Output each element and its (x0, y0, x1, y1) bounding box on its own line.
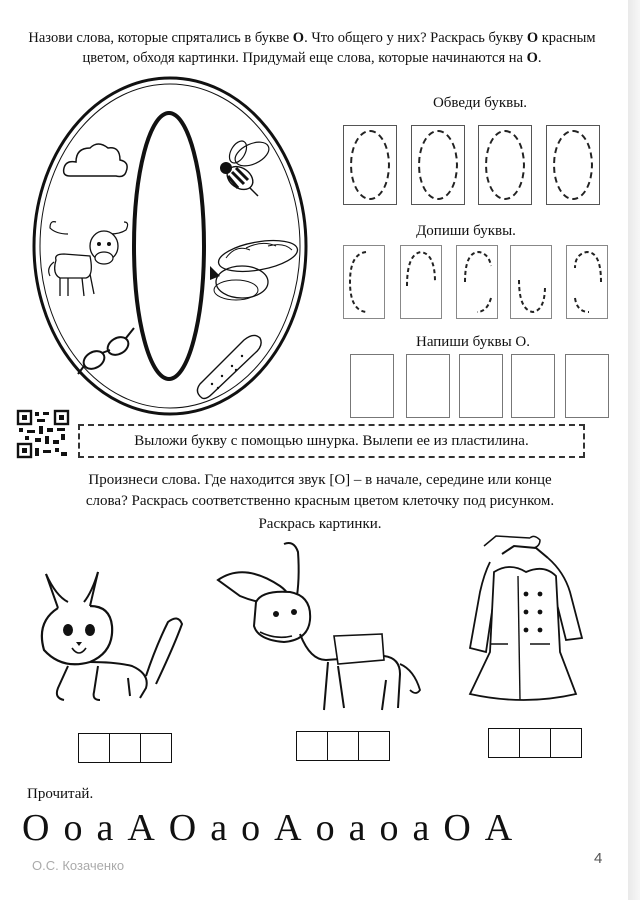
read-letters-row (22, 806, 526, 850)
intro-letter2: О (526, 30, 539, 46)
sound-cells-kitten (78, 733, 172, 763)
cucumber-icon (192, 330, 264, 404)
read-letter: А (127, 807, 156, 849)
pronounce-line3: Раскрась картинки. (258, 516, 382, 532)
page-number: 4 (594, 850, 603, 867)
read-letter: О (168, 807, 198, 849)
sound-cell[interactable] (359, 732, 389, 760)
read-letter: а (96, 807, 115, 849)
pronounce-line1: Произнеси слова. Где находится звук [О] – в начале, середине или конце (88, 472, 552, 488)
complete-heading: Допиши буквы. (416, 223, 516, 239)
read-letter: О (22, 807, 51, 849)
donkey-icon-small (46, 216, 130, 304)
trace-box[interactable] (546, 125, 600, 205)
write-box[interactable] (565, 354, 609, 418)
sound-cell[interactable] (328, 732, 359, 760)
write-heading: Напиши буквы О. (415, 334, 531, 350)
complete-box[interactable] (343, 245, 385, 319)
bee-icon (208, 136, 274, 202)
read-letter: О (443, 807, 472, 849)
intro-letter3: О (526, 50, 538, 66)
cloud-icon (62, 138, 130, 182)
page-edge-shadow (628, 0, 640, 900)
sound-cell[interactable] (551, 729, 581, 757)
read-letter: а (348, 807, 367, 849)
coat-icon (460, 532, 588, 708)
sound-cell[interactable] (110, 734, 141, 762)
qr-code-icon[interactable] (17, 410, 69, 458)
sound-cell[interactable] (79, 734, 110, 762)
read-letter: о (63, 807, 84, 849)
read-letter: о (241, 807, 262, 849)
pronounce-text (20, 470, 620, 535)
sound-cell[interactable] (297, 732, 328, 760)
kitten-icon (28, 566, 188, 706)
pronounce-line2: слова? Раскрась соответственно красным цветом клеточку под рисунком. (85, 493, 555, 509)
complete-box[interactable] (456, 245, 498, 319)
sound-cells-coat (488, 728, 582, 758)
complete-box[interactable] (566, 245, 608, 319)
read-letter: а (210, 807, 229, 849)
write-box[interactable] (511, 354, 555, 418)
complete-box[interactable] (510, 245, 552, 319)
intro-part1: Назови слова, которые спрятались в букве (28, 30, 293, 46)
write-box[interactable] (459, 354, 503, 418)
complete-box[interactable] (400, 245, 442, 319)
trace-box[interactable] (478, 125, 532, 205)
trace-box[interactable] (411, 125, 465, 205)
sound-cell[interactable] (520, 729, 551, 757)
lace-instruction: Выложи букву с помощью шнурка. Вылепи ее из пластилина. (78, 424, 585, 458)
write-box[interactable] (406, 354, 450, 418)
donkey-icon (214, 540, 426, 718)
read-letter: А (274, 807, 303, 849)
trace-heading: Обведи буквы. (432, 95, 528, 111)
read-letter: А (484, 807, 514, 849)
intro-letter1: О (292, 30, 305, 46)
intro-part2: . Что общего у них? Раскрась букву (304, 30, 527, 46)
sound-cells-donkey (296, 731, 390, 761)
footer-author: О.С. Козаченко (32, 858, 125, 873)
read-letter: о (379, 807, 400, 849)
read-letter: а (412, 807, 431, 849)
intro-text (12, 28, 612, 68)
sound-cell[interactable] (489, 729, 520, 757)
sound-cell[interactable] (141, 734, 171, 762)
write-box[interactable] (350, 354, 394, 418)
glasses-icon (74, 322, 138, 378)
vegetables-icon (206, 236, 302, 308)
trace-box[interactable] (343, 125, 397, 205)
read-label: Прочитай. (27, 786, 94, 802)
intro-part4: . (537, 50, 542, 66)
intro-part3: красным цветом, обходя картинки. Придумай еще слова, которые начинаются на (82, 30, 596, 66)
read-letter: о (315, 807, 336, 849)
